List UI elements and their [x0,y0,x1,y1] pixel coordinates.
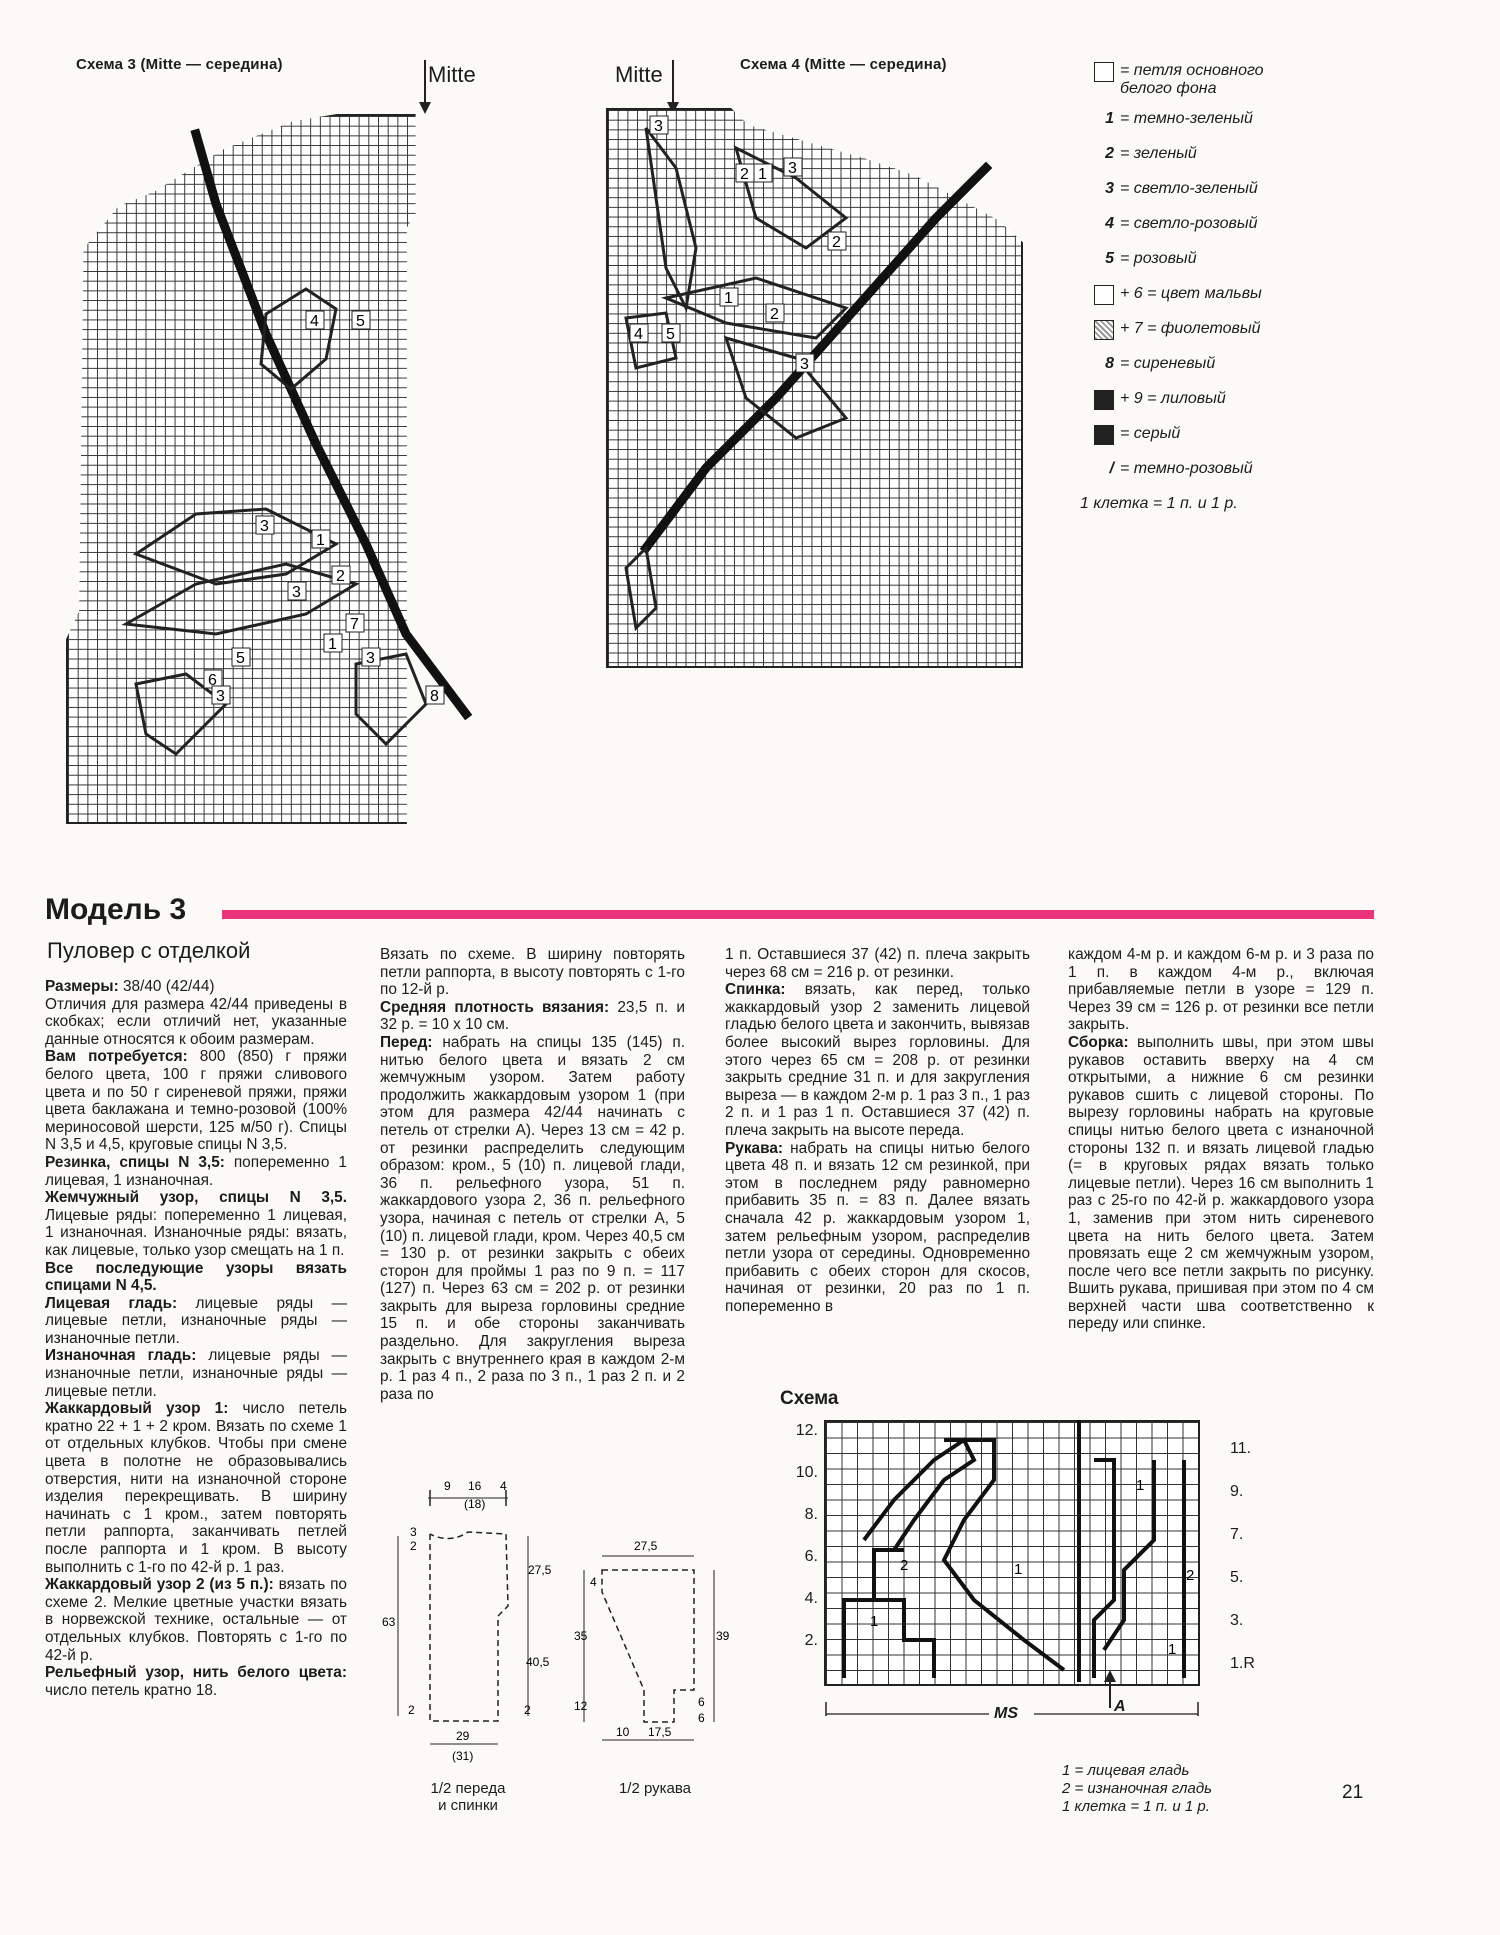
legend-key: 1 [1105,110,1114,127]
chart3-num: 5 [356,313,365,330]
paragraph [1068,1034,1374,1333]
sleeve-dim: 39 [716,1629,730,1643]
color-legend [1078,62,1318,530]
chart4-title: Схема 4 (Mitte — середина) [740,56,947,73]
paragraph [45,996,347,1049]
sleeve-dim: 17,5 [648,1725,672,1739]
front-diagram-label: 1/2 переда и спинки [430,1780,506,1814]
legend-row [1078,215,1318,250]
legend-swatch-icon [1094,320,1114,340]
chart3-mitte-arrow [415,60,435,115]
paragraph-text: вязать по схеме 2. Мелкие цветные участки вязать в норвежской технике, остальные — от отдельных клубков. Повторять с 1-го по 42-й р. [45,1576,347,1664]
front-dim: 27,5 [528,1563,552,1577]
chart4-num: 5 [666,326,675,343]
chart4-num: 4 [634,326,643,343]
paragraph-text: 23,5 п. и 32 р. = 10 х 10 см. [380,998,685,1034]
chart3-num: 2 [336,568,345,585]
schema-row-label: 3. [1230,1612,1244,1629]
front-dim: 2 [524,1703,531,1717]
paragraph [45,1347,347,1400]
legend-row [1078,320,1318,355]
sleeve-dim: 6 [698,1695,705,1709]
schema-cell-num: 1 [1168,1641,1177,1658]
paragraph-text: Отличия для размера 42/44 приведены в скобках; если отличий нет, указанные данные относятся к обоим размерам. [45,995,347,1048]
paragraph [45,978,347,996]
paragraph-text: попеременно 1 лицевая, 1 изнаночная. [45,1153,347,1189]
chart3-num: 5 [236,650,245,667]
sleeve-dim: 35 [574,1629,588,1643]
paragraph [725,946,1030,981]
legend-row [1078,285,1318,320]
paragraph [45,1260,347,1295]
schema-row-label: 9. [1230,1483,1244,1500]
front-dim: (31) [452,1749,474,1763]
front-dim: 9 [444,1479,451,1493]
paragraph-heading: Жемчужный узор, спицы N 3,5. [45,1189,347,1207]
legend-row [1078,180,1318,215]
paragraph-text: вязать, как перед, только жаккардовый узор 2 заменить лицевой гладью белого цвета и закончить, вывязав более высокий вырез горловины. Для этого через 65 см = 208 р. от резинки закрыть средние 31 п. и для закругления выреза — в каждом 2-м р. 1 раз 3 п., 1 раз 2 п. и 1 раз 1 п. Оставшиеся 37 (42) п. плеча закрыть на высоте переда. [725,981,1030,1139]
heading-accent-bar [222,910,1374,919]
paragraph-heading: Рельефный узор, нить белого цвета: [45,1664,347,1682]
legend-text: + 6 = цвет мальвы [1120,285,1262,302]
paragraph-heading: Изнаночная гладь: [45,1347,197,1365]
paragraph [45,1576,347,1664]
model-heading: Модель 3 [45,893,187,926]
chart3-num: 7 [350,616,359,633]
paragraph-heading: Резинка, спицы N 3,5: [45,1153,225,1171]
chart4-motif [606,108,1026,668]
legend-key [1078,320,1120,340]
paragraph-heading: Размеры: [45,978,119,995]
legend-text: = розовый [1120,250,1197,267]
paragraph-text: 800 (850) г пряжи белого цвета, 100 г пряжи сливового цвета и по 50 г сиреневой пряжи, пряжи цвета баклажана и темно-розовой (100% мериносовой шерсти, 125 м/50 г). Спицы N 3,5 и 4,5, круговые спицы N 3,5. [45,1048,347,1154]
sleeve-dim: 4 [590,1575,597,1589]
schema-row-label: 1.R [1230,1655,1255,1672]
schema-legend-item: 1 = лицевая гладь [1062,1762,1190,1779]
legend-text: = светло-розовый [1120,215,1258,232]
text-column-4 [1068,946,1374,1333]
paragraph-text: 38/40 (42/44) [118,978,215,995]
schema-row-label: 2. [804,1632,818,1649]
paragraph-text: число петель кратно 18. [45,1681,218,1699]
legend-text: + 9 = лиловый [1120,390,1226,407]
chart4-num: 2 [832,234,841,251]
paragraph [380,1034,685,1403]
legend-text: = темно-зеленый [1120,110,1253,127]
chart3-num: 1 [316,532,325,549]
schema-row-label: 7. [1230,1526,1244,1543]
front-dim: 2 [410,1539,417,1553]
front-dim: 3 [410,1525,417,1539]
text-column-3 [725,946,1030,1315]
schema-legend-item: 1 клетка = 1 п. и 1 р. [1062,1798,1210,1815]
legend-swatch-icon [1094,425,1114,445]
schema-legend [1062,1762,1212,1816]
paragraph [45,1048,347,1154]
sleeve-diagram-label: 1/2 рукава [618,1780,692,1797]
legend-row [1078,425,1318,460]
paragraph-text: Вязать по схеме. В ширину повторять петли раппорта, в высоту повторять с 1-го по 12-й р. [380,946,685,999]
paragraph-text: 1 п. Оставшиеся 37 (42) п. плеча закрыть через 68 см = 216 р. от резинки. [725,946,1030,981]
legend-text: = серый [1120,425,1181,442]
paragraph [45,1189,347,1259]
sleeve-dim: 27,5 [634,1539,658,1553]
paragraph-heading: Перед: [380,1033,433,1051]
schema-motif [824,1420,1200,1686]
schema-row-label: 5. [1230,1569,1244,1586]
paragraph-text: число петель кратно 22 + 1 + 2 кром. Вязать по схеме 1 от отдельных клубков. Чтобы при смене цвета в полотне не образовывались отверстия, нити на изнаночной стороне изделия перекрещивать. В ширину начинать с 1 кром., затем повторять петли раппорта, заканчивать петлей после раппорта и 1 кром. В высоту выполнить с 1-го по 42-й р. 1 раз. [45,1400,347,1576]
chart4-num: 3 [788,160,797,177]
legend-row [1078,62,1318,110]
paragraph [45,1154,347,1189]
schema-cell-num: 1 [870,1613,879,1630]
legend-key: 3 [1105,180,1114,197]
chart4-num: 3 [654,118,663,135]
legend-key: 8 [1105,355,1114,372]
paragraph-heading: Спинка: [725,981,786,999]
legend-swatch-icon [1094,62,1114,82]
chart3-num: 3 [366,650,375,667]
paragraph-heading: Средняя плотность вязания: [380,998,610,1016]
front-dim: 29 [456,1729,470,1743]
legend-text: = сиреневый [1120,355,1216,372]
paragraph [380,999,685,1034]
chart3-num: 6 [208,672,217,689]
legend-swatch-icon [1094,390,1114,410]
legend-row [1078,355,1318,390]
paragraph [380,946,685,999]
paragraph [45,1295,347,1348]
legend-key [1078,285,1120,305]
schema-row-label: 8. [804,1506,818,1523]
model-subtitle: Пуловер с отделкой [47,938,251,963]
paragraph-heading: Рукава: [725,1139,784,1157]
paragraph-text: набрать на спицы 135 (145) п. нитью белого цвета и вязать 2 см жемчужным узором. Затем работу продолжить жаккардовым узором 1 (при этом для размера 42/44 начинать с петель от стрелки А). Через 13 см = 42 р. от резинки распределить следующим образом: кром., 5 (10) п. лицевой глади, 36 п. рельефного узора, 51 п. жаккардового узора 2, 36 п. рельефного узора, начиная с петель от стрелки А, 5 (10) п. лицевой глади, кром. Через 40,5 см = 130 р. от резинки закрыть с обеих сторон для проймы 1 раз по 9 п. = 117 (127) п. Через 63 см = 202 р. от резинки закрыть для выреза горловины средние 15 п. и обе стороны заканчивать раздельно. Для закругления выреза закрыть с внутреннего края в каждом 2-м р. 1 раз 4 п., 2 раза по 3 п., 1 раз 2 п. и 2 раза по [380,1033,685,1403]
paragraph-text: каждом 4-м р. и каждом 6-м р. и 3 раза по 1 п. в каждом 4-м р., включая прибавляемые петли в узоре = 129 п. Через 39 см = 126 р. от резинки все петли закрыть. [1068,946,1374,1034]
chart3-num: 4 [310,313,319,330]
paragraph-text: выполнить швы, при этом швы рукавов оставить вверху на 4 см открытыми, а нижние 6 см резинки рукавов сшить с лицевой стороны. По вырезу горловины набрать на круговые спицы нитью белого цвета с изнаночной стороны 132 п. и вязать лицевой гладью (= в круговых рядах вязать только лицевые петли). Через 16 см выполнить 1 раз с 25-го по 42-й р. жаккардового узора 1, заменив при этом нить сиреневого цвета на нить белого цвета. Затем провязать еще 2 см жемчужным узором, после чего все петли закрыть по рисунку. Вшить рукава, пришивая при этом по 4 см верхней части шва соответственно к переду или спинке. [1068,1033,1374,1333]
chart3-num: 1 [328,636,337,653]
chart3-mitte-label: Mitte [428,62,476,87]
front-dim: 40,5 [526,1655,550,1669]
legend-row [1078,145,1318,180]
legend-row [1078,390,1318,425]
paragraph [45,1664,347,1699]
legend-key [1078,62,1120,82]
legend-text: + 7 = фиолетовый [1120,320,1261,337]
legend-row [1078,250,1318,285]
sleeve-dim: 12 [574,1699,588,1713]
legend-key: / [1109,460,1114,477]
paragraph-heading: Жаккардовый узор 2 (из 5 п.): [45,1576,274,1594]
paragraph-heading: Лицевая гладь: [45,1294,178,1312]
front-dim: 16 [468,1479,482,1493]
chart3-num: 3 [292,584,301,601]
paragraph-text: лицевые ряды — лицевые петли, изнаночные ряды — изнаночные петли. [45,1294,348,1347]
legend-row [1078,110,1318,145]
chart3-num: 3 [260,518,269,535]
schema-right-rows [1230,1440,1290,1698]
legend-text: = петля основного белого фона [1120,62,1264,97]
legend-key: 4 [1105,215,1114,232]
schema-cell-num: 2 [1186,1567,1195,1584]
schema-cell-num: 1 [1014,1561,1023,1578]
legend-text: 1 клетка = 1 п. и 1 р. [1080,495,1238,512]
schema-row-label: 10. [795,1464,818,1481]
schema-arrow-label: A [1114,1698,1126,1715]
schema-cell-num: 2 [900,1557,909,1574]
chart4-num: 2 [770,306,779,323]
paragraph-heading: Сборка: [1068,1033,1129,1051]
schema-cell-num: 1 [1136,1477,1145,1494]
schema-legend-item: 2 = изнаночная гладь [1062,1780,1213,1797]
schema-left-rows [778,1422,818,1674]
legend-key: 2 [1105,145,1114,162]
sleeve-dim: 6 [698,1711,705,1725]
legend-text: = светло-зеленый [1120,180,1258,197]
chart4-num: 1 [758,166,767,183]
schema-row-label: 11. [1230,1440,1252,1457]
chart3-num: 3 [216,688,225,705]
front-dim: 63 [382,1615,396,1629]
paragraph-heading: Вам потребуется: [45,1048,188,1066]
paragraph-text: набрать на спицы нитью белого цвета 48 п. и вязать 12 см резинкой, при этом в последнем ряду равномерно прибавить 35 п. = 83 п. Далее вязать сначала 42 р. жаккардовым узором 1, затем рельефным узором, распределив петли узора от середины. Одновременно прибавить с обеих сторон для скосов, начиная от резинки, 20 раз по 1 п. попеременно в [725,1139,1030,1315]
legend-key [1078,425,1120,445]
schema-ms-label: MS [994,1705,1018,1722]
paragraph-text: лицевые ряды — изнаночные петли, изнаночные ряды — лицевые петли. [45,1347,347,1400]
chart3-title: Схема 3 (Mitte — середина) [76,56,283,73]
front-dim: 2 [408,1703,415,1717]
legend-text: = зеленый [1120,145,1197,162]
paragraph [725,1140,1030,1316]
paragraph-heading: Жаккардовый узор 1: [45,1400,229,1418]
chart3-motif [66,114,506,824]
front-dim: 4 [500,1479,507,1493]
sleeve-diagram [574,1530,734,1780]
chart4-num: 3 [800,356,809,373]
front-dim: (18) [464,1497,486,1511]
chart3-num: 8 [430,688,439,705]
paragraph-heading: Все последующие узоры вязать спицами N 4,5. [45,1259,347,1295]
schema-row-label: 4. [804,1590,818,1607]
schema-row-label: 6. [804,1548,818,1565]
legend-row [1078,495,1318,530]
paragraph [45,1400,347,1576]
chart4-mitte-arrow [663,60,683,115]
schema-title: Схема [780,1388,839,1409]
legend-key: 5 [1105,250,1114,267]
sleeve-dim: 10 [616,1725,630,1739]
legend-text: = темно-розовый [1120,460,1253,477]
schema-row-label: 12. [795,1422,818,1439]
text-column-1 [45,978,347,1699]
paragraph [1068,946,1374,1034]
chart4-num: 1 [724,290,733,307]
legend-key [1078,390,1120,410]
text-column-2 [380,946,685,1403]
page-number: 21 [1342,1782,1364,1803]
chart4-num: 2 [740,166,749,183]
paragraph-text: Лицевые ряды: попеременно 1 лицевая, 1 изнаночная. Изнаночные ряды: вязать, как лицевые, только узор смещать на 1 п. [45,1206,347,1259]
legend-swatch-icon [1094,285,1114,305]
front-back-diagram [378,1476,558,1766]
legend-row [1078,460,1318,495]
chart4-mitte-label: Mitte [615,62,663,87]
paragraph [725,981,1030,1139]
